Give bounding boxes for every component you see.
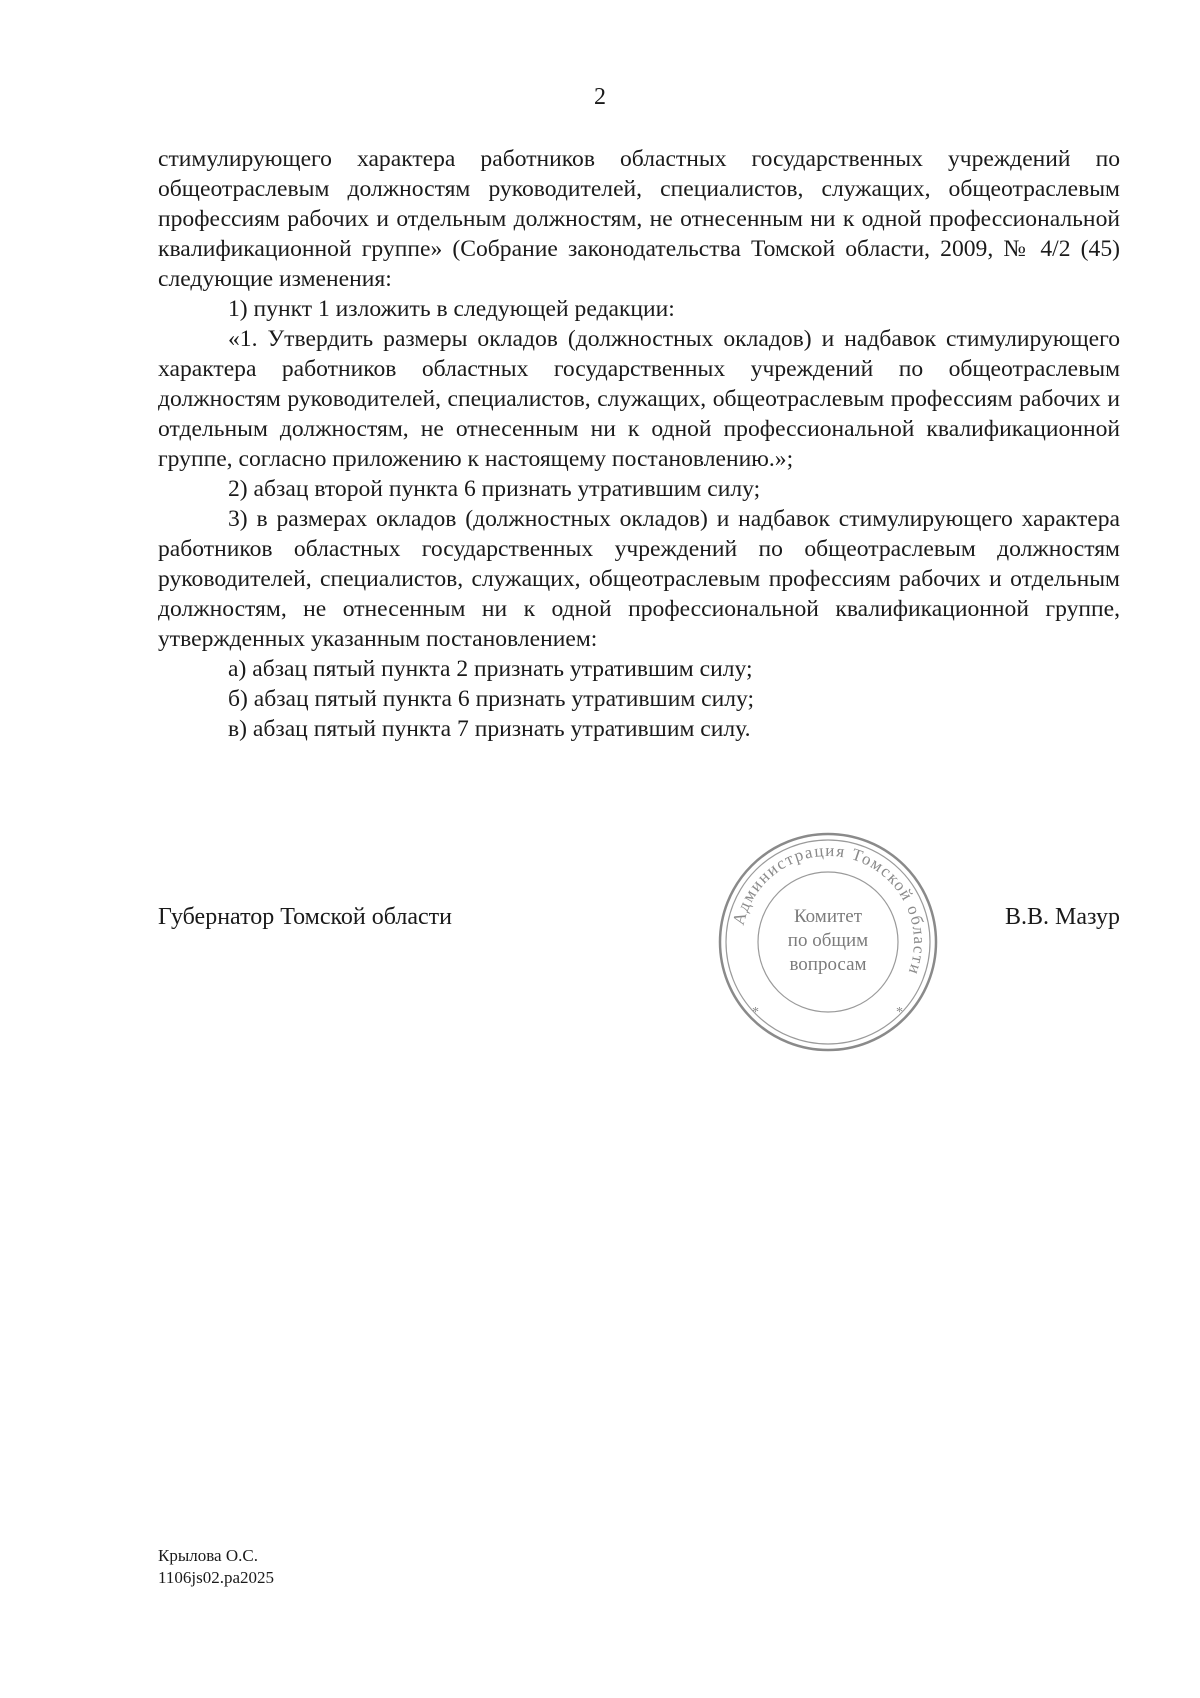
paragraph-item-1-text: «1. Утвердить размеры окладов (должностных окладов) и надбавок стимулирующего характера работников областных государственных учреждений по общеотраслевым должностям руководителей, специалистов, служащих, общеотраслевым профессиям рабочих и отдельным должностям, не отнесенным ни к одной профессиональной квалификационной группе, согласно приложению к настоящему постановлению.»; xyxy=(158,326,1120,472)
paragraph-item-2: 2) абзац второй пункта 6 признать утратившим силу; xyxy=(228,476,761,502)
stamp-center-line-3: вопросам xyxy=(789,954,867,975)
paragraph-subitem-b: б) абзац пятый пункта 6 признать утратившим силу; xyxy=(228,686,755,712)
paragraph-item-3: 3) в размерах окладов (должностных окладов) и надбавок стимулирующего характера работников областных государственных учреждений по общеотраслевым должностям руководителей, специалистов, служащих, общеотраслевым профессиям рабочих и отдельным должностям, не отнесенным ни к одной профессиональной квалификационной группе, утвержденных указанным постановлением: xyxy=(158,506,1120,652)
paragraph-subitem-a: а) абзац пятый пункта 2 признать утратившим силу; xyxy=(228,656,753,682)
stamp-center-line-1: Комитет xyxy=(793,906,863,927)
paragraph-subitem-c: в) абзац пятый пункта 7 признать утратившим силу. xyxy=(228,716,751,742)
stamp-ring-text: Администрация Томской области xyxy=(728,840,930,979)
signature-position: Губернатор Томской области xyxy=(158,904,452,930)
stamp-center-line-2: по общим xyxy=(787,930,869,951)
paragraph-continuation: стимулирующего характера работников областных государственных учреждений по общеотраслевым должностям руководителей, специалистов, служащих, общеотраслевым профессиям рабочих и отдельным должностям, не отнесенным ни к одной профессиональной квалификационной группе» (Собрание законодательства Томской области, 2009, № 4/2 (45) следующие изменения: xyxy=(158,146,1120,292)
document-body xyxy=(158,144,1120,744)
signature-name: В.В. Мазур xyxy=(1005,904,1120,930)
file-code: 1106js02.ра2025 xyxy=(158,1568,275,1587)
footer xyxy=(158,1545,274,1589)
official-stamp xyxy=(716,830,940,1054)
stamp-star-left-icon: * xyxy=(752,1005,759,1020)
page-number: 2 xyxy=(594,84,606,110)
stamp-star-right-icon: * xyxy=(896,1005,903,1020)
executor-name: Крылова О.С. xyxy=(158,1546,258,1565)
paragraph-item-1: 1) пункт 1 изложить в следующей редакции: xyxy=(228,296,675,322)
